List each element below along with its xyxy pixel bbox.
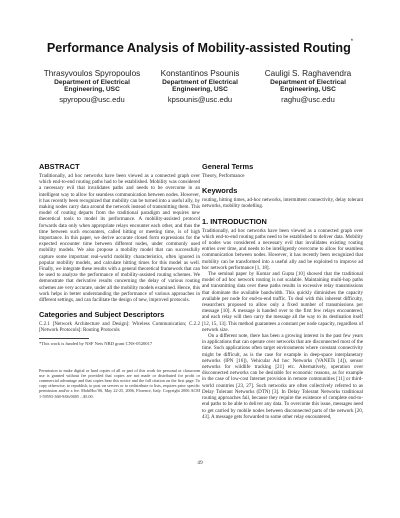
paper-title [0, 41, 400, 55]
title-footnote-mark: * [350, 39, 354, 45]
author-email: kpsounis@usc.edu [167, 95, 233, 105]
abstract-heading: ABSTRACT [39, 162, 80, 171]
categories-text: C.2.1 [Network Architecture and Design]: Wireless Communication; C.2.2 [Network Protocols]: Routing Protocols [39, 321, 200, 334]
author-affiliation: Department of Electrical Engineering, USC [270, 78, 346, 94]
author-email: raghu@usc.edu [281, 95, 335, 105]
permission-notice: Permission to make digital or hard copies of all or part of this work for personal or classroom use is granted without fee provided that copies are not made or distributed for profit or commercial advantage and that copies bear this notice and the full citation on the first page. To copy otherwise, to republish, to post on servers or to redistribute to lists, requires prior specific permission and/or a fee. MobiHoc'06, May 22-25, 2006, Florence, Italy. Copyright 2006 ACM 1-59593-368-9/06/0005 ...$5.00. [39, 368, 200, 399]
page-number: 49 [197, 460, 203, 466]
keywords-text: routing, hitting times, ad-hoc networks, intermittent connectivity, delay tolerant networks, mobility modelling. [202, 197, 363, 210]
footnote-rule [39, 338, 89, 339]
introduction-paragraph: On a different note, there has been a growing interest in the past few years in applications that can operate over networks that are disconnected most of the time. Such applications often target environments where constant connectivity might be difficult, as is the case for example in deep-space interplanetary networks (IPN [16]), Vehicular Ad hoc Networks (VANETs [4]), sensor networks for wildlife tracking [21] etc. Alternatively, operation over disconnected networks can be desirable for economic reasons, as for example in the case of low-cost Internet provision in remote communities [11] or third-world countries [23, 27]. Such networks are often collectively referred to as Delay Tolerant Networks (DTN) [3]. In Delay Tolerant Networks traditional routing approaches fail, because they require the existence of complete end-to-end paths to be able to deliver any data. To overcome this issue, messages need to get carried by mobile nodes between disconnected parts of the network [20, 43]. A message gets forwarded to some other relay encountered, [202, 333, 363, 420]
keywords-heading: Keywords [202, 186, 238, 196]
author-3 [254, 69, 362, 104]
introduction-heading: 1. INTRODUCTION [202, 216, 267, 226]
footnote: *This work is funded by NSF Nets NBD grant CNS-0520017 [39, 340, 153, 346]
left-column [39, 162, 200, 399]
introduction-paragraph: The seminal paper by Kumar and Gupta [10] showed that the traditional model of ad hoc network routing is not scalable. Maintaining multi-hop paths and transmitting data over these paths results in excessive relay transmissions that dominate the available bandwidth. This quickly diminishes the capacity available per node for end-to-end traffic. To deal with this inherent difficulty, researchers proposed to allow only a fixed number of transmissions per message [10]. A message is handed over to the first few relays encountered, and each relay will then carry the message all the way to its destination itself [12, 15, 13]. This method guarantees a constant per node capacity, regardless of network size. [202, 271, 363, 333]
abstract-text: Traditionally, ad hoc networks have been viewed as a connected graph over which end-to-end routing paths had to be established. Mobility was considered a necessary evil that invalidates paths and needs to be overcome in an intelligent way to allow for seamless communication between nodes. However, it has recently been recognized that mobility can be turned into a useful ally, by making nodes carry data around the network instead of transmitting them. This model of routing departs from the traditional paradigm and requires new theoretical tools to model its performance. A mobility-assisted protocol forwards data only when appropriate relays encounter each other, and thus the time between such encounters, called hitting or meeting time, is of high importance. In this paper, we derive accurate closed form expressions for the expected encounter time between different nodes, under commonly used mobility models. We also propose a mobility model that can successfully capture some important real-world mobility characteristics, often ignored in popular mobility models, and calculate hitting times for this model as well. Finally, we integrate these results with a general theoretical framework that can be used to analyze the performance of mobility-assisted routing schemes. We demonstrate that derivative results concerning the delay of various routing schemes are very accurate, under all the mobility models examined. Hence, this work helps in better understanding the performance of various approaches in different settings, and can facilitate the design of new, improved protocols. [39, 173, 200, 304]
author-affiliation: Department of Electrical Engineering, USC [162, 78, 238, 94]
right-column [202, 162, 363, 420]
general-terms-heading: General Terms [202, 162, 254, 171]
author-email: spyropou@usc.edu [59, 95, 125, 105]
general-terms-text: Theory, Performance [202, 173, 245, 179]
author-1 [38, 69, 146, 104]
introduction-paragraph: Traditionally, ad hoc networks have been viewed as a connected graph over which end-to-end routing paths need to be established to deliver data. Mobility of nodes was considered a necessary evil that invalidates existing routing entries over time, and needs to be intelligently overcome to allow for seamless communication between nodes. However, it has recently been recognized that mobility can be transformed into a useful ally and be exploited to improve ad hoc network performance [1, 18]. [202, 227, 363, 271]
author-name: Cauligi S. Raghavendra [264, 69, 352, 78]
author-name: Thrasyvoulos Spyropoulos [43, 69, 141, 78]
author-block [38, 69, 362, 104]
paper-title-text: Performance Analysis of Mobility-assisted Routing [46, 41, 351, 55]
author-affiliation: Department of Electrical Engineering, USC [54, 78, 130, 94]
categories-heading: Categories and Subject Descriptors [39, 310, 165, 320]
author-name: Konstantinos Psounis [160, 69, 240, 78]
author-2 [146, 69, 254, 104]
